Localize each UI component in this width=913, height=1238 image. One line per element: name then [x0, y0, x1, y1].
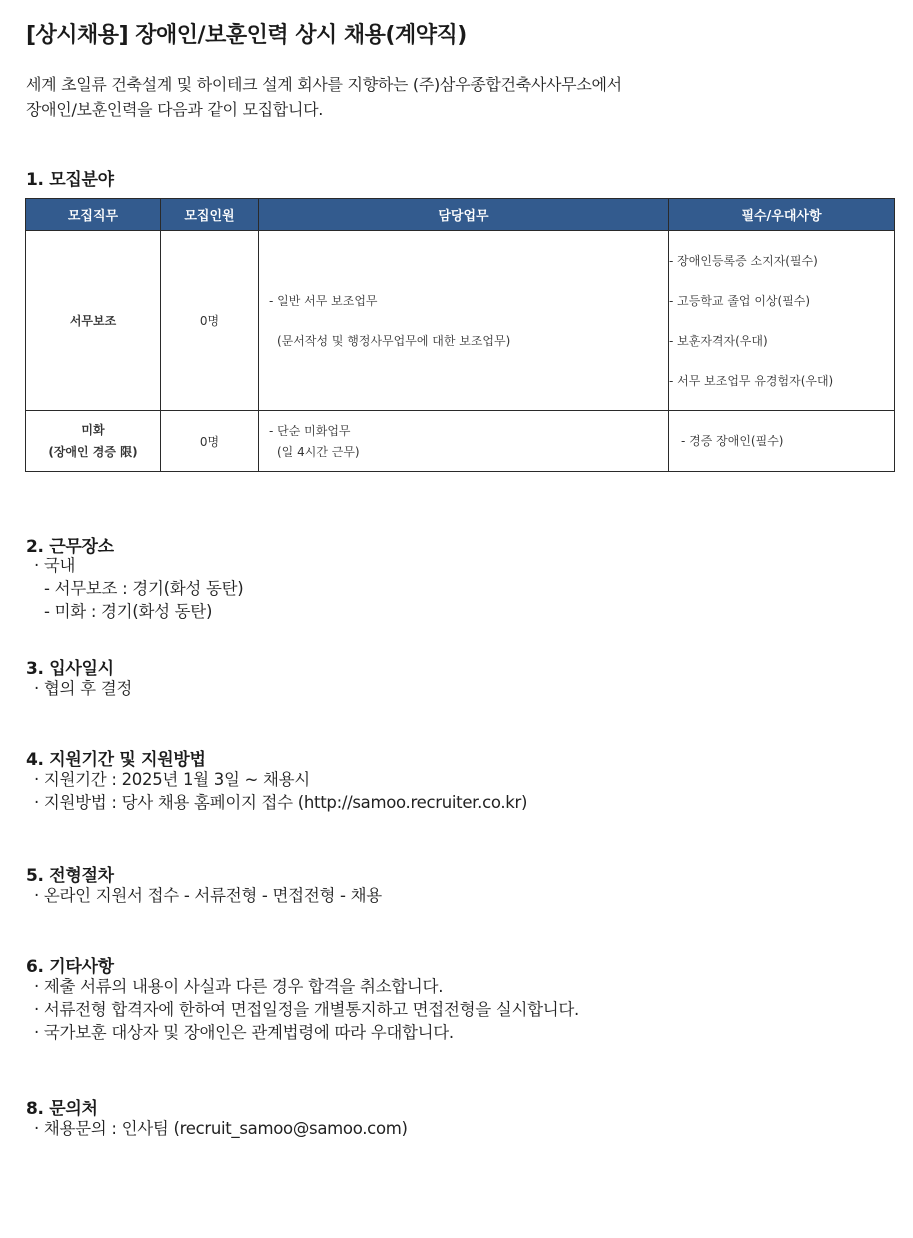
section-heading-other: 6. 기타사항: [26, 957, 114, 977]
requirement-line: - 서무 보조업무 유경험자(우대): [669, 373, 834, 388]
section-body-selection-process: [34, 884, 382, 907]
cell-requirements: [669, 411, 895, 472]
intro-line: 세계 초일류 건축설계 및 하이테크 설계 회사를 지향하는 (주)삼우종합건축사사무소에서: [26, 75, 622, 94]
list-item: · 온라인 지원서 접수 - 서류전형 - 면접전형 - 채용: [34, 886, 382, 905]
cell-job: [26, 231, 161, 411]
requirement-line: - 고등학교 졸업 이상(필수): [669, 293, 811, 308]
section-body-work-location: [34, 554, 243, 623]
list-item: · 지원기간 : 2025년 1월 3일 ~ 채용시: [34, 770, 310, 789]
section-body-contact: [34, 1117, 408, 1140]
list-item: · 채용문의 : 인사팀 (recruit_samoo@samoo.com): [34, 1119, 408, 1138]
table-header-row: [26, 199, 895, 231]
requirement-line: - 경증 장애인(필수): [681, 434, 784, 448]
intro-paragraph: [26, 72, 622, 122]
job-qualifier: (장애인 경증 限): [48, 445, 138, 459]
intro-line: 장애인/보훈인력을 다음과 같이 모집합니다.: [26, 100, 324, 119]
section-heading-start-date: 3. 입사일시: [26, 659, 114, 679]
section-body-start-date: [34, 677, 132, 700]
list-item: · 협의 후 결정: [34, 679, 132, 698]
cell-job: [26, 411, 161, 472]
job-name: 서무보조: [69, 314, 117, 328]
job-name: 미화: [81, 423, 105, 437]
cell-duties: [259, 231, 669, 411]
section-heading-contact: 8. 문의처: [26, 1099, 98, 1119]
list-item: · 제출 서류의 내용이 사실과 다른 경우 합격을 취소합니다.: [34, 977, 444, 996]
recruit-table: [25, 198, 895, 472]
section-heading-selection-process: 5. 전형절차: [26, 866, 114, 886]
table-row: [26, 231, 895, 411]
section-heading-recruit-fields: 1. 모집분야: [26, 170, 114, 190]
column-header-duties: 담당업무: [259, 199, 669, 231]
column-header-count: 모집인원: [161, 199, 259, 231]
duty-line: (문서작성 및 행정사무업무에 대한 보조업무): [277, 333, 511, 348]
cell-count: 0명: [161, 231, 259, 411]
section-body-other: [34, 975, 579, 1044]
column-header-requirements: 필수/우대사항: [669, 199, 895, 231]
cell-requirements: [669, 231, 895, 411]
list-item: - 서무보조 : 경기(화성 동탄): [44, 579, 244, 598]
section-heading-application: 4. 지원기간 및 지원방법: [26, 750, 206, 770]
duty-line: - 일반 서무 보조업무: [269, 293, 378, 308]
cell-duties: [259, 411, 669, 472]
page-title: [상시채용] 장애인/보훈인력 상시 채용(계약직): [26, 23, 467, 48]
list-item: - 미화 : 경기(화성 동탄): [44, 602, 213, 621]
list-item: · 서류전형 합격자에 한하여 면접일정을 개별통지하고 면접전형을 실시합니다.: [34, 1000, 579, 1019]
table-row: [26, 411, 895, 472]
column-header-job: 모집직무: [26, 199, 161, 231]
cell-count: 0명: [161, 411, 259, 472]
list-item: · 국내: [34, 556, 76, 575]
list-item: · 국가보훈 대상자 및 장애인은 관계법령에 따라 우대합니다.: [34, 1023, 454, 1042]
list-item: · 지원방법 : 당사 채용 홈페이지 접수 (http://samoo.recruiter.co.kr): [34, 793, 528, 812]
duty-line: (일 4시간 근무): [277, 444, 360, 459]
section-heading-work-location: 2. 근무장소: [26, 537, 114, 557]
requirement-line: - 보훈자격자(우대): [669, 333, 768, 348]
section-body-application: [34, 768, 527, 814]
duty-line: - 단순 미화업무: [269, 423, 351, 438]
requirement-line: - 장애인등록증 소지자(필수): [669, 253, 818, 268]
